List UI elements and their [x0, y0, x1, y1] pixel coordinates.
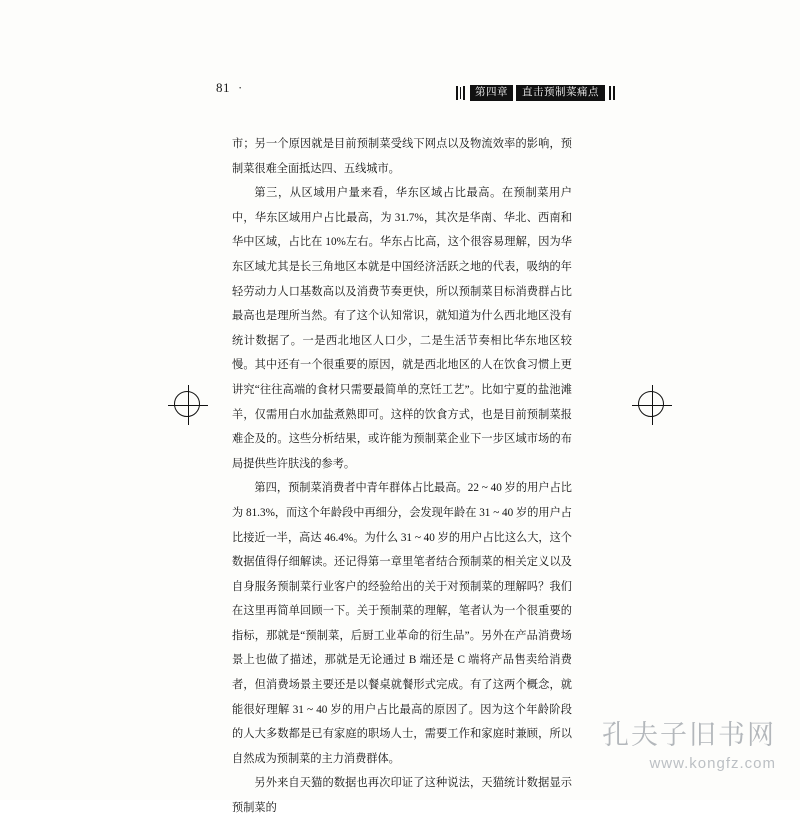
registration-mark-left-icon — [168, 385, 208, 425]
rule-bars-tail-icon — [609, 86, 615, 100]
registration-mark-circle — [174, 391, 200, 417]
watermark-url: www.kongfz.com — [649, 755, 776, 772]
watermark — [602, 721, 776, 772]
registration-mark-circle — [638, 391, 664, 417]
watermark-text: 孔夫子旧书网 — [602, 720, 776, 751]
rule-bars-icon — [456, 86, 465, 100]
paragraph: 市；另一个原因就是目前预制菜受线下网点以及物流效率的影响，预制菜很难全面抵达四、五线城市。 — [232, 138, 572, 175]
page-number — [216, 80, 243, 96]
paragraph: 第三，从区域用户量来看，华东区域占比最高。在预制菜用户中，华东区域用户占比最高，为 31.7%，其次是华南、华北、西南和华中区域，占比在 10%左右。华东占比高，这个很容易理解，因为华东区域尤其是长三角地区本就是中国经济活跃之地的代表，吸纳的年轻劳动力人口基数高以及消费节奏更快，所以预制菜目标消费群占比最高也是理所当然。有了这个认知常识，就知道为什么西北地区没有统计数据了。一是西北地区人口少，二是生活节奏相比华东地区较慢。其中还有一个很重要的原因，就是西北地区的人在饮食习惯上更讲究“往往高端的食材只需要最简单的烹饪工艺”。比如宁夏的盐池滩羊，仅需用白水加盐煮熟即可。这样的饮食方式，也是目前预制菜报难企及的。这些分析结果，或许能为预制菜企业下一步区域市场的布局提供些许肤浅的参考。 — [232, 187, 572, 470]
running-head-chapter-label: 第四章 — [470, 85, 513, 101]
running-head — [456, 84, 615, 102]
paragraph: 第四，预制菜消费者中青年群体占比最高。22 ~ 40 岁的用户占比为 81.3%，而这个年龄段中再细分，会发现年龄在 31 ~ 40 岁的用户占比接近一半，高达 46.4%。为什么 31 ~ 40 岁的用户占比这么大，这个数据值得仔细解读。还记得第一章里笔者结合预制菜的相关定义以及自身服务预制菜行业客户的经验给出的关于对预制菜的理解吗？我们在这里再简单回顾一下。关于预制菜的理解，笔者认为一个很重要的指标，那就是“预制菜，后厨工业革命的衍生品”。另外在产品消费场景上也做了描述，那就是无论通过 B 端还是 C 端将产品售卖给消费者，但消费场景主要还是以餐桌就餐形式完成。有了这两个概念，就能很好理解 31 ~ 40 岁的用户占比最高的原因了。因为这个年龄阶段的人大多数都是已有家庭的职场人士，需要工作和家庭时兼顾，所以自然成为预制菜的主力消费群体。 — [232, 482, 572, 765]
registration-mark-right-icon — [632, 385, 672, 425]
running-head-section-title: 直击预制菜痛点 — [516, 85, 605, 101]
page-number-dot: · — [238, 80, 243, 95]
page-number-value: 81 — [216, 80, 230, 95]
body-text — [232, 132, 572, 821]
paragraph: 另外来自天猫的数据也再次印证了这种说法，天猫统计数据显示预制菜的 — [232, 777, 572, 815]
